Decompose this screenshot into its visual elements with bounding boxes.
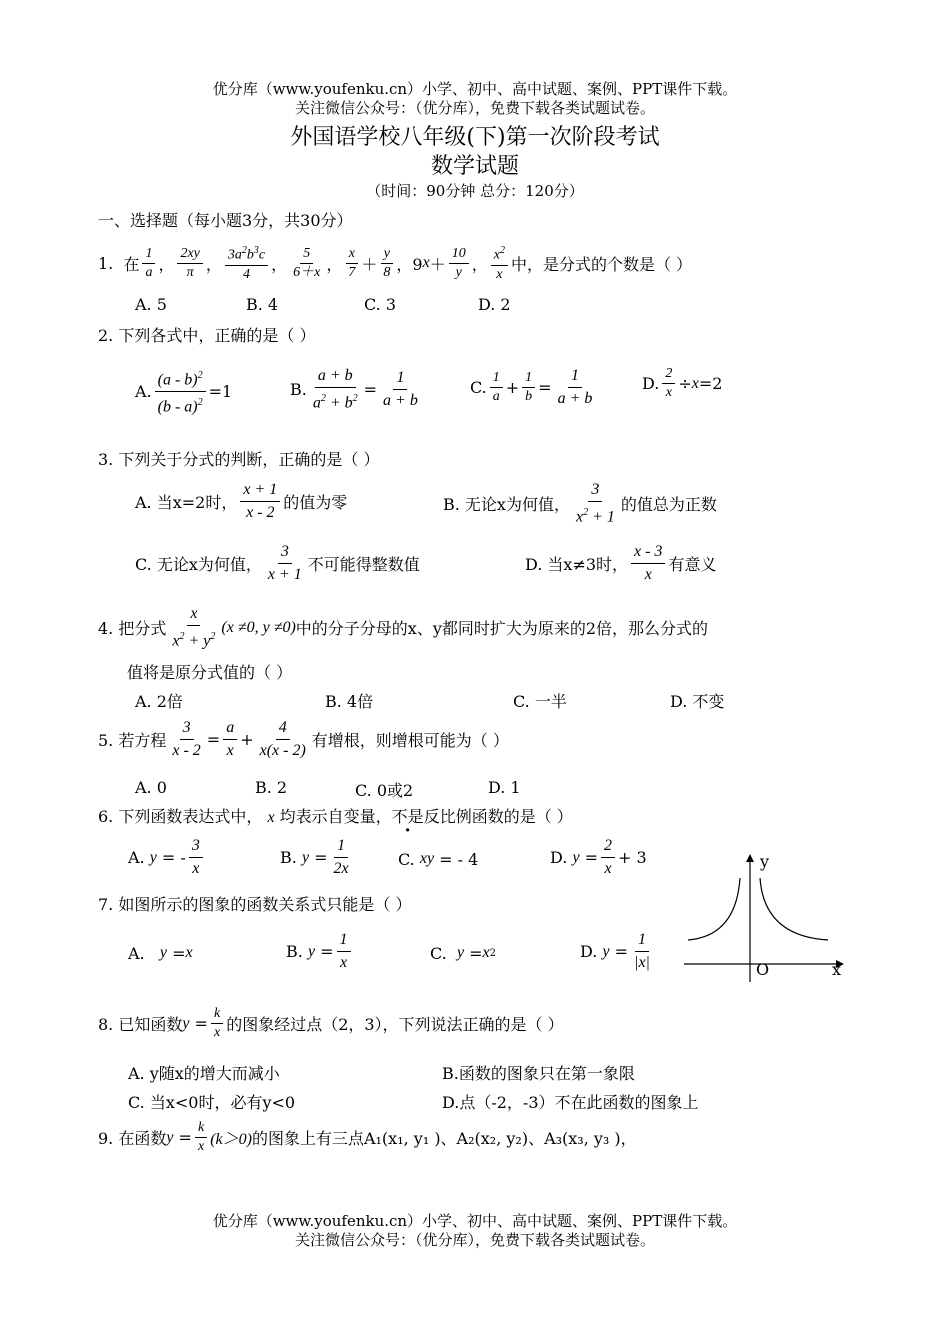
q2-option-d[interactable]: D. 2 x ÷ x =2: [642, 366, 723, 400]
left-branch-curve: [688, 878, 740, 940]
q5-option-d[interactable]: D. 1: [488, 778, 521, 797]
question-8: 8. 已知函数 y = k x 的图象经过点（2，3），下列说法正确的是（ ）: [98, 1006, 564, 1040]
q2-option-a[interactable]: A. (a - b)$^2$ (b - a)$^2$ =1: [135, 366, 232, 418]
y-axis-arrow-icon: [746, 854, 754, 862]
graph-y-label: y: [760, 852, 770, 871]
q1-option-c[interactable]: C. 3: [364, 295, 397, 314]
q3-option-b[interactable]: B. 无论x为何值， 3 $x^2 + 1$ 的值总为正数: [443, 481, 717, 526]
footer-line-1: 优分库（www.youfenku.cn）小学、初中、高中试题、案例、PPT课件下载。: [212, 1212, 738, 1230]
exam-time-info: （时间：90分钟 总分：120分）: [366, 182, 584, 200]
q1-option-a[interactable]: A. 5: [135, 295, 167, 314]
header-line-1: 优分库（www.youfenku.cn）小学、初中、高中试题、案例、PPT课件下载。: [212, 80, 738, 98]
question-4-line-2: 值将是原分式值的（ ）: [127, 663, 293, 682]
q4-option-c[interactable]: C. 一半: [513, 692, 567, 711]
q7-option-a[interactable]: A. y = x: [128, 943, 193, 963]
graph-origin-label: O: [756, 960, 770, 979]
right-branch-curve: [760, 878, 828, 940]
q1-option-b[interactable]: B. 4: [246, 295, 279, 314]
q6-option-a[interactable]: A. y = - 3 x: [128, 836, 206, 879]
q7-option-b[interactable]: B. y = 1 x: [286, 930, 354, 973]
question-6: 6. 下列函数表达式中， x 均表示自变量，不是反比例函数的是（ ）: [98, 807, 573, 826]
q7-option-d[interactable]: D. y = 1 |x|: [580, 931, 650, 971]
q1-option-d[interactable]: D. 2: [478, 295, 511, 314]
q8-option-a[interactable]: A. y随x的增大而减小: [128, 1064, 280, 1083]
q3-option-a[interactable]: A. 当x=2时， x + 1 x - 2 的值为零: [135, 481, 348, 521]
question-4: 4. 把分式 x $x^2 + y^2$ (x ≠0, y ≠0) 中的分子分母的x、y都同时扩大为原来的2倍，那么分式的: [98, 605, 709, 650]
graph-x-label: x: [832, 960, 842, 979]
question-3: 3. 下列关于分式的判断，正确的是（ ）: [98, 450, 380, 469]
question-9: 9. 在函数 y = k x (k＞0) 的图象上有三点A₁(x₁, y₁ )、A₂(x₂, y₂)、A₃(x₃, y₃ )，: [98, 1120, 637, 1154]
q6-option-d[interactable]: D. y = 2 x + 3: [550, 837, 647, 877]
q3-option-d[interactable]: D. 当x≠3时， x - 3 x 有意义: [525, 543, 717, 583]
question-7: 7. 如图所示的图象的函数关系式只能是（ ）: [98, 895, 412, 914]
q8-option-b[interactable]: B.函数的图象只在第一象限: [442, 1064, 635, 1083]
q2-option-b[interactable]: B. a + b $a^2 + b^2$ = 1 a + b: [290, 367, 418, 412]
q5-option-a[interactable]: A. 0: [135, 778, 167, 797]
footer-line-2: 关注微信公众号：（优分库），免费下载各类试题试卷。: [294, 1231, 655, 1249]
question-5: 5. 若方程 3 x - 2 = a x + 4 x(x - 2) 有增根，则增根可能为（ ）: [98, 719, 509, 759]
q4-option-b[interactable]: B. 4倍: [325, 692, 374, 711]
q2-option-c[interactable]: C. 1 a + 1 b = 1 a + b: [470, 367, 593, 407]
q6-option-c[interactable]: C. xy = - 4: [398, 849, 479, 869]
q4-option-a[interactable]: A. 2倍: [135, 692, 183, 711]
section-heading: 一、选择题（每小题3分，共30分）: [98, 211, 353, 230]
q4-option-d[interactable]: D. 不变: [670, 692, 725, 711]
q5-option-c[interactable]: C. 0或2: [355, 781, 414, 800]
header-line-2: 关注微信公众号：（优分库），免费下载各类试题试卷。: [294, 99, 655, 117]
exam-title: 外国语学校八年级(下)第一次阶段考试: [290, 125, 660, 150]
q6-option-b[interactable]: B. y = 1 2x: [280, 837, 349, 877]
question-2: 2. 下列各式中，正确的是（ ）: [98, 326, 316, 345]
emphasis-not: 不是: [391, 807, 424, 826]
q5-option-b[interactable]: B. 2: [255, 778, 288, 797]
question-1: 1. 在 1 a ， 2xy π ， $3a^2b^3c$ 4 ， 5 6＋x ， x 7 ＋ y 8 ，9 x ＋ 10 y ， $x^2$ x 中，是分式的个数是（ ）: [98, 245, 693, 282]
q7-option-c[interactable]: C. y = x 2: [430, 943, 497, 963]
q3-option-c[interactable]: C. 无论x为何值， 3 x + 1 不可能得整数值: [135, 543, 420, 583]
exam-subtitle: 数学试题: [430, 154, 519, 179]
q8-option-c[interactable]: C. 当x<0时，必有y<0: [128, 1093, 296, 1112]
q8-option-d[interactable]: D.点（-2，-3）不在此函数的图象上: [442, 1093, 699, 1112]
